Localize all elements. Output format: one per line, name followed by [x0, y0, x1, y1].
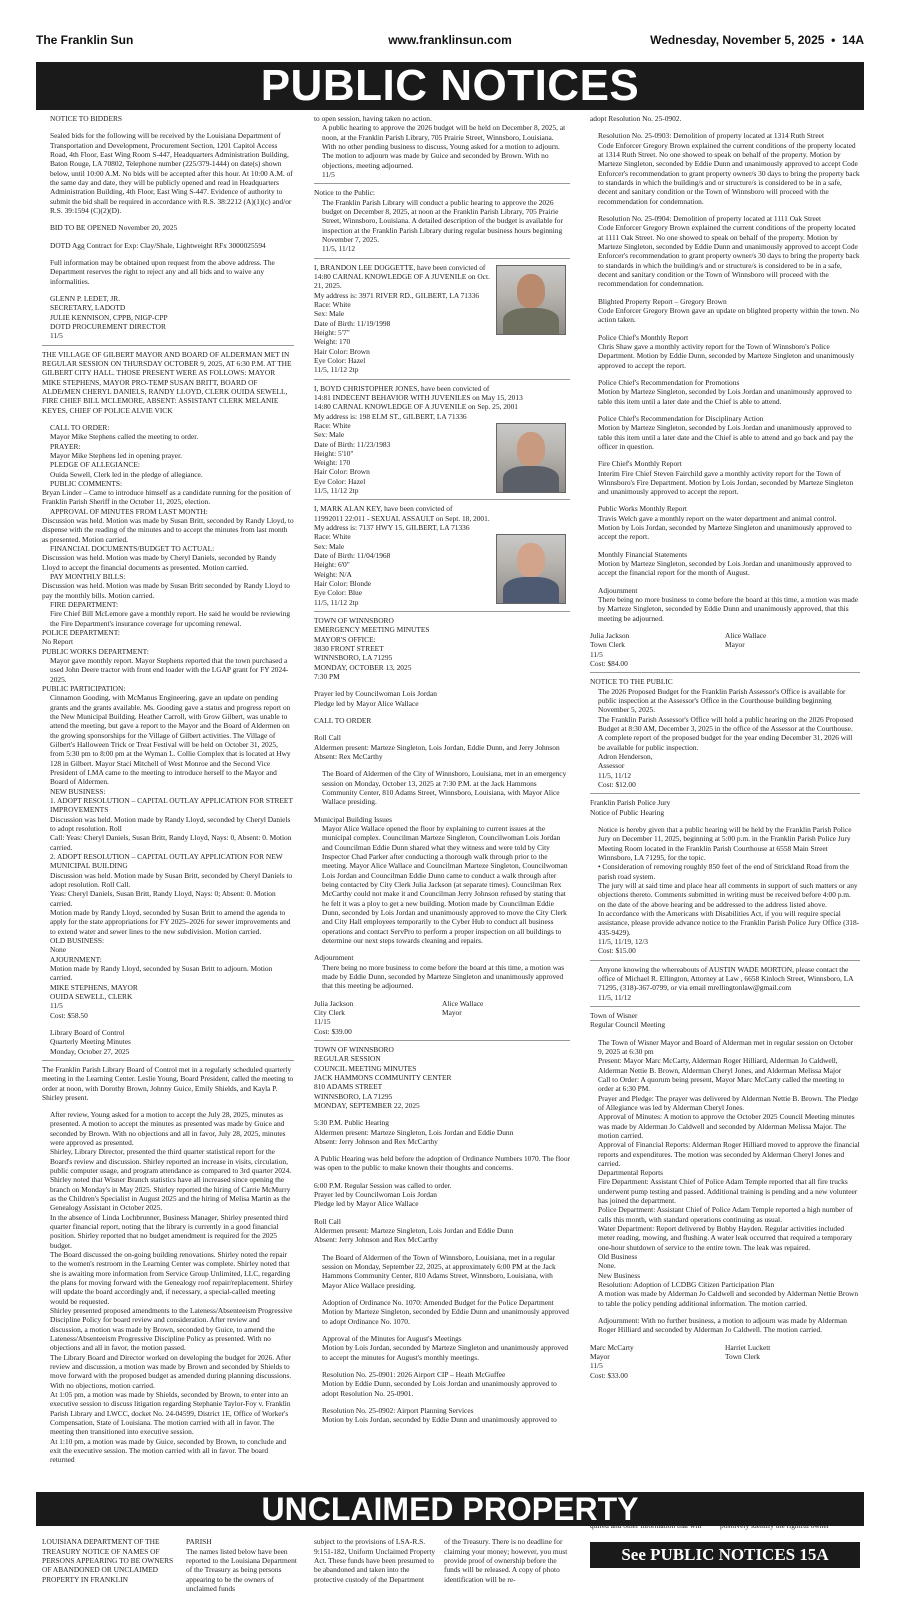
offender-line: 11/5, 11/12 2tp: [314, 597, 359, 607]
offender-line: Race: White: [314, 532, 351, 542]
notice-heading: Town of Wisner Regular Council Meeting: [590, 1010, 666, 1030]
notice-paragraph: A public hearing to approve the 2026 budget will be held on December 8, 2025, at noon, at the Franklin Parish Library, 705 Prairie Street, Winnsboro, Louisiana.: [322, 123, 566, 142]
offender-line: 14:80 CARNAL KNOWLEDGE OF A JUVENILE on Sep. 25, 2001: [314, 402, 518, 412]
divider: [314, 258, 570, 259]
divider: [42, 1060, 294, 1061]
notice-heading: The Franklin Parish Library Board of Control met in a regularly scheduled quarterly meeting in the Learning Center. Leslie Young, Board President, called the meeting to order at noon, with Dorothy Brown, Johnny Guice, Emily Shields, and Kayla P. Shirley present.: [42, 1064, 294, 1102]
signature-line: 11/5: [590, 1361, 603, 1371]
column-2: [314, 114, 570, 1484]
notice-paragraph: BID TO BE OPENED November 20, 2025: [50, 223, 178, 233]
offender-photo: [496, 265, 566, 335]
notice-paragraph: Prayer led by Councilwoman Lois Jordan Pledge led by Mayor Alice Wallace: [314, 689, 437, 708]
notice-paragraph: The Board discussed the on-going building renovations. Shirley noted the repair to the women's restroom in the Learning Center was complete. Shirley noted that she is awaiting more information from Service Group Unlimited, LLC, regarding the plans for moving forward with the Genealogy roof repair/replacement. Shirley will update the board accordingly and, if necessary, a special-called meeting would be requested.: [50, 1250, 293, 1306]
notice-paragraph: Departmental Reports: [598, 1168, 664, 1178]
notice-paragraph: Prayer and Pledge: The prayer was delivered by Alderman Nettie B. Brown. The Pledge of Allegiance was led by Alderman Cheryl Jones.: [598, 1093, 859, 1112]
notice-paragraph: POLICE DEPARTMENT: No Report PUBLIC WORKS DEPARTMENT:: [42, 628, 149, 656]
offender-line: 14:81 INDECENT BEHAVIOR WITH JUVENILES on May 15, 2013: [314, 392, 523, 402]
notice-paragraph: The Franklin Parish Assessor's Office will hold a public hearing on the 2026 Proposed Budget at 8:30 AM, December 3, 2025 in the office of the Assessor at the Courthouse.: [598, 714, 854, 734]
notice-paragraph: At 1:10 pm, a motion was made by Guice, seconded by Brown, to conclude and exit the executive session. The motion carried with all in favor. The board returned: [50, 1436, 287, 1465]
notice-date: 11/5, 11/12: [598, 992, 632, 1002]
divider: [42, 345, 294, 346]
divider: [314, 183, 570, 184]
notice-paragraph: Call: Yeas: Cheryl Daniels, Susan Britt, Randy Lloyd, Nays: 0, Absent: 0. Motion carried.: [50, 833, 292, 852]
offender-line: Eye Color: Hazel: [314, 355, 366, 365]
notice-paragraph: Fire Chief Bill McLemore gave a monthly report. He said he would be reviewing the Fire Department's insurance coverage for upcoming renewal.: [50, 609, 291, 628]
offender-line: 14:80 CARNAL KNOWLEDGE OF A JUVENILE on Oct. 21, 2025.: [314, 271, 490, 291]
issue-date: Wednesday, November 5, 2025 • 14A: [650, 33, 864, 47]
notice-paragraph: NEW BUSINESS:: [50, 786, 106, 796]
notice-heading: Notice to the Public:: [314, 188, 375, 198]
notice-paragraph: CALL TO ORDER: Mayor Mike Stephens called the meeting to order. PRAYER: Mayor Mike Stephens led in opening prayer. PLEDGE OF ALLEGIANCE: Ouida Sewell, Clerk led in the pledge of allegiance. PUBLIC COMMENTS:: [50, 422, 203, 488]
offender-line: Hair Color: Brown: [314, 467, 370, 477]
public-notices-banner: PUBLIC NOTICES: [36, 62, 864, 110]
signature-block: [590, 1343, 860, 1380]
notice-heading: TOWN OF WINNSBORO REGULAR SESSION COUNCIL MEETING MINUTES JACK HAMMONS COMMUNITY CENTER 810 ADAMS STREET WINNSBORO, LA 71295 MONDAY, SEPTEMBER 22, 2025: [314, 1044, 452, 1110]
notice-paragraph: The Franklin Parish Library will conduct a public hearing to approve the 2026 budget on December 8, 2025, at noon at the Franklin Parish Library, 705 Prairie Street, Winnsboro, Louisiana. A detailed description of the budget is available for inspection at the Franklin Parish Library during regular business hours beginning November 7, 2025.: [322, 197, 563, 244]
notice-paragraph: In accordance with the Americans with Disabilities Act, if you will require special assistance, please provide advance notice to the Franklin Parish Police Jury Office (318-435-9429).: [598, 908, 860, 937]
notice-paragraph: Resolution No. 25-0904: Demolition of property located at 1111 Oak Street Code Enforcer Gregory Brown explained the current conditions of the property located at 1111 Oak Street. No one showed to speak on behalf of the property. Motion by Marteze Singleton, seconded by Eddie Dunn and unanimously approved to accept Code Enforcer's recommendation to grant property owner/s 30 days to bring the property back to standards in which the building/s and or structure/s is considered to be in a safe, decent and sanitary condition or the Town of Winnsboro will proceed with the recommendation for condemnation.: [598, 213, 860, 289]
notice-paragraph: Cinnamon Gooding, with McManus Engineering, gave an update on pending grants and the grants available. Ms. Gooding gave a status and progress report on the New Municipal Building. Heather Carroll, with Grow Gilbert, was unable to attend the meeting, but gave a report to the Mayor and the Board of Aldermen on the growing sponsorships for the Village of Gilbert activities. The Village of Gilbert's Halloween Trick or Treat Festival will be held on October 31, 2025, from 5:30 pm to 8:00 pm at the Wyman L. Collie Complex that is located at Hwy 128 in Gilbert. Mayor Staci Mitchell of West Monroe and the Second Vice President of LMA came to the meeting to introduce herself to the Mayor and Board of Aldermen.: [50, 693, 291, 787]
offender-line: 11992011 22:011 - SEXUAL ASSAULT on Sept. 18, 2001.: [314, 513, 490, 523]
offender-line: Sex: Male: [314, 309, 345, 319]
notice-paragraph: Shirley presented proposed amendments to the Lateness/Absenteeism Progressive Discipline Policy for board review and consideration. After review and discussion, a motion was made by Brown, seconded by Guice, to amend the Lateness/Absenteeism Progressive Discipline Policy as presented. With no objections and all in favor, the motion passed.: [50, 1306, 293, 1353]
offender-notice: [314, 504, 570, 607]
notice-paragraph: PUBLIC PARTICIPATION:: [42, 684, 126, 694]
notice-paragraph: Police Chief's Recommendation for Promotions Motion by Marteze Singleton, seconded by Lois Jordan and unanimously approved to table this item until a later date and the Chief is able to attend.: [598, 377, 852, 406]
notice-paragraph: DOTD Agg Contract for Exp: Clay/Shale, Lightweight RFx 3000025594: [50, 240, 266, 250]
notice-paragraph: Water Department: Report delivered by Bobby Hayden. Regular activities included meter reading, mowing, and flushing. A water leak occurred that required a temporary one-hour shutdown of service to the entire town. The leak was repaired.: [598, 1224, 853, 1252]
notice-date: 11/5: [322, 169, 335, 179]
site-url[interactable]: www.franklinsun.com: [388, 33, 512, 47]
notice-paragraph: Fire Department: Assistant Chief of Police Adam Temple reported that all fire trucks underwent pump testing and passed. Additional training is pending and a new volunteer has joined the department.: [598, 1177, 858, 1206]
offender-line: Race: White: [314, 299, 351, 309]
notice-heading: NOTICE TO THE PUBLIC: [590, 677, 673, 687]
signature-block: [590, 631, 860, 668]
notice-paragraph: Resolution No. 25-0903: Demolition of property located at 1314 Ruth Street Code Enforcer Gregory Brown explained the current conditions of the property located at 1314 Ruth Street. No one showed to speak on behalf of the property. Motion by Marteze Singleton, seconded by Eddie Dunn and unanimously approved to accept Code Enforcer's recommendation to grant property owner/s 30 days to bring the property back to standards in which the building/s and or structure/s is considered to be in a safe, decent and sanitary condition or the Town of Winnsboro will proceed with the recommendation for condemnation.: [598, 131, 860, 206]
unclaimed-text: quired and other information that will: [590, 1521, 702, 1531]
notice-paragraph: Police Chief's Monthly Report Chris Shaw gave a monthly activity report for the Town of Winnsboro's Police Department. Motion by Eddie Dunn, seconded by Marteze Singleton and unanimously approved to accept the report.: [598, 332, 855, 370]
notice-paragraph: Police Chief's Recommendation for Disciplinary Action Motion by Marteze Singleton, seconded by Lois Jordan and unanimously approved to table this item until a later date and the Chief is able to attend and go back and pay the officer in question.: [598, 413, 854, 451]
signature-line: Alice Wallace: [442, 998, 484, 1008]
offender-line: Weight: N/A: [314, 569, 352, 579]
column-1: [42, 114, 294, 1484]
notice-paragraph: Approval of Minutes: A motion to approve the October 2025 Council Meeting minutes was made by Alderman Jo Caldwell and seconded by Alderman Melissa Major. The motion carried.: [598, 1112, 855, 1140]
signature-line: Cost: $84.00: [590, 659, 628, 669]
notice-paragraph: Yeas: Cheryl Daniels, Susan Britt, Randy Lloyd, Nays: 0; Absent: 0. Motion carried.: [50, 889, 276, 908]
notice-paragraph: Mayor Alice Wallace opened the floor by explaining to current issues at the municipal complex. Councilman Marteze Singleton, Councilwoman Lois Jordan and Councilman Eddie Dunn shared what they witness and were told by City Inspector Chad Parker after conducting a thorough walk through prior to the meeting. Mayor Alice Wallace and Councilman Marteze Singleton, Councilwoman Lois Jordan and Councilman Eddie Dunn came to conduct a walk through after being contacted by City Clerk Julia Jackson (at separate times). Councilman Rex McCarthy could not make it and Councilman Jerry Johnson refused by stating that he felt it was a ploy to get a new building. Motion made by Councilman Eddie Dunn, seconded by Lois Jordan and unanimously approved to move the City Clerk and City Hall employees temporarily to the Cyber Hub to conduct all business operations and contact ServPro to perform a proper inspection on all buildings to determine our next steps towards cleaning and repairs.: [322, 823, 568, 945]
signature-line: Julia Jackson: [590, 631, 630, 641]
signature-line: Town Clerk: [725, 1352, 760, 1362]
signature-line: Mayor: [442, 1007, 462, 1017]
notice-paragraph: Discussion was held. Motion made by Susan Britt, seconded by Cheryl Daniels to adopt resolution. Roll Call.: [50, 870, 293, 889]
signature-line: Harriet Luckett: [725, 1342, 771, 1352]
notice-paragraph: Blighted Property Report – Gregory Brown Code Enforcer Gregory Brown gave an update on blighted property within the town. No action taken.: [598, 296, 860, 325]
divider: [590, 960, 860, 961]
unclaimed-text: LOUISIANA DEPARTMENT OF THE TREASURY NOTICE OF NAMES OF PERSONS APPEARING TO BE OWNERS OF ABANDONED OR UNCLAIMED PROPERTY IN FRANKLIN: [42, 1537, 174, 1584]
divider: [590, 1006, 860, 1007]
notice-paragraph: After review, Young asked for a motion to accept the July 28, 2025, minutes as presented. A motion to accept the minutes as presented was made by Guice and seconded by Brown. With no objections and all in favor, July 28, 2025, minutes were approved as presented.: [50, 1110, 286, 1148]
notice-paragraph: Mayor gave monthly report. Mayor Stephens reported that the town purchased a used John Deere tractor with front end loader with the LGAP grant for FY 2024-2025.: [50, 656, 289, 684]
notice-paragraph: The 2026 Proposed Budget for the Franklin Parish Assessor's Office is available for public inspection at the Assessor's Office in the Courthouse building beginning November 5, 2025.: [598, 686, 846, 715]
notice-heading: TOWN OF WINNSBORO EMERGENCY MEETING MINUTES MAYOR'S OFFICE: 3830 FRONT STREET WINNSBORO, LA 71295 MONDAY, OCTOBER 13, 2025 7:30 PM: [314, 616, 430, 682]
offender-photo: [496, 534, 566, 604]
offender-line: Race: White: [314, 420, 351, 430]
notice-paragraph: The Library Board and Director worked on developing the budget for 2026. After review and discussion, a motion was made by Brown and seconded by Shields to move forward with the proposed budget as amended during planning discussions. With no objections, motion carried.: [50, 1352, 292, 1390]
notice-paragraph: adopt Resolution No. 25-0902.: [590, 114, 682, 123]
see-page-link[interactable]: See PUBLIC NOTICES 15A: [590, 1542, 860, 1568]
notice-date: 11/5, 11/19, 12/3 Cost: $15.00: [598, 936, 648, 956]
notice-paragraph: Notice is hereby given that a public hearing will be held by the Franklin Parish Police Jury on December 11, 2025, beginning at 5:00 p.m. in the Franklin Parish Police Jury Meeting Room located in the Franklin Parish Courthouse at 6558 Main Street Winnsboro, LA 71295, for the topic.: [598, 825, 852, 862]
offender-line: Height: 5'7": [314, 327, 350, 337]
notice-paragraph: Anyone knowing the whereabouts of AUSTIN WADE MORTON, please contact the office of Michael R. Ellington, Attorney at Law , 6658 Kinloch Street, Winnsboro, LA 71295, (318)-367-0799, or via email mrellingtonlaw@gmail.com: [598, 964, 854, 993]
notice-paragraph: Police Department: Assistant Chief of Police Adam Temple reported a high number of calls this month, with standard operations continuing as usual.: [598, 1205, 853, 1224]
notice-paragraph: Shirley, Library Director, presented the third quarter statistical report for the Board's review and discussion. Shirley reported an increase in visits, circulation, public computer usage, and program attendance as compared to 3rd quarter 2024. Shirley noted that Wisner Branch statistics have all increased since opening the branch on Monday's in May 2025. Shirley reported the hiring of Carrie McMurry as the Children's Specialist in August 2025 and the hiring of Melisa Martin as the Genealogy Assistant in October 2025.: [50, 1147, 292, 1213]
notice-paragraph: Fire Chief's Monthly Report Interim Fire Chief Steven Fairchild gave a monthly activity report for the Town of Winnsboro's Fire Department. Motion by Lois Jordan, seconded by Marteze Singleton and unanimously approved to accept the report.: [598, 459, 854, 497]
notice-paragraph: A complete report of the proposed budget for the year ending December 31, 2026 will be available for public inspection.: [598, 733, 853, 752]
offender-line: Eye Color: Blue: [314, 588, 363, 598]
offender-line: Date of Birth: 11/04/1968: [314, 551, 391, 561]
notice-heading: Franklin Parish Police Jury Notice of Public Hearing: [590, 798, 671, 817]
signature-line: City Clerk: [314, 1007, 345, 1017]
notice-paragraph: Roll Call Aldermen present: Marteze Singleton, Lois Jordan and Eddie Dunn Absent: Jerry Johnson and Rex McCarthy: [314, 1216, 514, 1245]
offender-line: I, MARK ALAN KEY, have been convicted of: [314, 504, 453, 514]
offender-line: Height: 5'10": [314, 448, 354, 458]
signature-line: Alice Wallace: [725, 631, 767, 641]
notice-paragraph: The Board of Aldermen of the Town of Winnsboro, Louisiana, met in a regular session on Monday, September 22, 2025, at approximately 6:00 PM at the Jack Hammons Community Center, 810 Adams Street, Winnsboro, Louisiana, with Mayor Alice Wallace presiding.: [322, 1252, 556, 1290]
offender-line: 11/5, 11/12 2tp: [314, 365, 359, 375]
notice-paragraph: PAY MONTHLY BILLS:: [50, 572, 126, 582]
signature-line: Marc McCarty: [590, 1342, 634, 1352]
notice-signature: GLENN P. LEDET, JR. SECRETARY, LADOTD JULIE KENNISON, CPPB, NIGP-CPP DOTD PROCUREMENT DIRECTOR 11/5: [50, 293, 168, 341]
unclaimed-text: PARISH The names listed below have been reported to the Louisiana Department of the Treasury as being persons appearing to be the owners of unclaimed funds: [186, 1537, 297, 1594]
notice-paragraph: Adjournment: With no further business, a motion to adjourn was made by Alderman Roger Hilliard and seconded by Alderman Jo Caldwell. The motion carried.: [598, 1316, 847, 1335]
offender-line: Weight: 170: [314, 458, 351, 468]
notice-paragraph: At 1:05 pm, a motion was made by Shields, seconded by Brown, to enter into an executive session to discuss litigation regarding Stephanie Taylor-Foy v. Franklin Parish Library and LWCC, docket No. 24-04599, District 1E, Office of Worker's Compensation, State of Louisiana. The motion carried with all in favor. The meeting then transitioned into executive session.: [50, 1390, 291, 1437]
unclaimed-text: of the Treasury. There is no deadline for claiming your money; however, you must provide proof of ownership before the funds will be released. A copy of photo identification will be re-: [444, 1537, 568, 1584]
notice-paragraph: Monthly Financial Statements Motion by Marteze Singleton, seconded by Lois Jordan and unanimously approved to accept the financial report for the month of August.: [598, 549, 852, 578]
divider: [314, 499, 570, 500]
signature-line: Cost: $39.00: [314, 1026, 352, 1036]
signature-line: Julia Jackson: [314, 998, 354, 1008]
notice-paragraph: • Consideration of removing roughly 850 feet of the end of Strickland Road from the parish road system.: [598, 862, 849, 881]
notice-heading: CALL TO ORDER: [314, 716, 372, 726]
notice-paragraph: Roll Call Aldermen present: Marteze Singleton, Lois Jordan, Eddie Dunn, and Jerry Johnson Absent: Rex McCarthy: [314, 733, 560, 762]
signature-line: Mayor: [725, 640, 745, 650]
offender-line: Sex: Male: [314, 541, 345, 551]
offender-line: Weight: 170: [314, 337, 351, 347]
notice-paragraph: Discussion was held. Motion was made by Cheryl Daniels, seconded by Randy Lloyd to accept the financial documents as presented. Motion carried.: [42, 553, 277, 572]
unclaimed-property-banner: UNCLAIMED PROPERTY: [36, 1492, 864, 1526]
notice-paragraph: Discussion was held. Motion was made by Susan Britt seconded by Randy Lloyd to pay the monthly bills. Motion carried.: [42, 581, 290, 600]
notice-paragraph: A Public Hearing was held before the adoption of Ordinance Numbers 1070. The floor was open to the public to make known their thoughts and concerns.: [314, 1154, 570, 1173]
notice-paragraph: Resolution No. 25-0901: 2026 Airport CIP – Heath McGuffee Motion by Eddie Dunn, seconded by Lois Jordan and unanimously approved to adopt Resolution No. 25-0901.: [322, 1370, 557, 1398]
notice-heading: NOTICE TO BIDDERS: [50, 114, 122, 123]
notice-paragraph: to open session, having taken no action.: [314, 114, 432, 123]
signature-line: Town Clerk: [590, 640, 625, 650]
notice-paragraph: Motion made by Randy Lloyd, seconded by Susan Britt to adjourn. Motion carried.: [50, 963, 273, 983]
notice-paragraph: With no other pending business to discuss, Young asked for a motion to adjourn. The motion to adjourn was made by Guice and seconded by Brown. With no objections, meeting adjourned.: [322, 141, 560, 170]
signature-line: Mayor: [590, 1352, 610, 1362]
unclaimed-text: subject to the provisions of LSA-R.S. 9:151-182, Uniform Unclaimed Property Act. These funds have been presumed to be abandoned and taken into the protective custody of the Department: [314, 1537, 436, 1584]
offender-line: Date of Birth: 11/23/1983: [314, 439, 391, 449]
notice-heading: Municipal Building Issues: [314, 814, 393, 824]
notice-paragraph: The Town of Wisner Mayor and Board of Alderman met in regular session on October 9, 2025 at 6:30 pm: [598, 1037, 854, 1056]
notice-paragraph: 6:00 P.M. Regular Session was called to order. Prayer led by Councilwoman Lois Jordan Pledge led by Mayor Alice Wallace: [314, 1180, 452, 1209]
divider: [590, 793, 860, 794]
notice-paragraph: Bryan Linder – Came to introduce himself as a candidate running for the position of Franklin Parish Sheriff in the October 11, 2025, election.: [42, 488, 291, 507]
notice-paragraph: Full information may be obtained upon request from the above address. The Department reserves the right to reject any and all bids and to waive any informalities.: [50, 257, 275, 286]
notice-paragraph: Approval of the Minutes for August's Meetings Motion by Lois Jordan, seconded by Marteze Singleton and unanimously approved to accept the minutes for August's monthly meetings.: [322, 1334, 569, 1362]
notice-heading: Adjournment: [314, 953, 354, 963]
notice-paragraph: Present: Mayor Marc McCarty, Alderman Roger Hilliard, Alderman Jo Caldwell, Alderman Nettie B. Brown, Alderman Cheryl Jones, and Alderman Melissa Major: [598, 1056, 842, 1075]
offender-line: My address is: 7137 HWY 15, GILBERT, LA 71336: [314, 523, 470, 533]
offender-notice: [314, 384, 570, 496]
offender-line: Date of Birth: 11/19/1998: [314, 318, 391, 328]
offender-line: Hair Color: Brown: [314, 346, 370, 356]
signature-line: 11/15: [314, 1017, 331, 1027]
divider: [314, 611, 570, 612]
notice-paragraph: FINANCIAL DOCUMENTS/BUDGET TO ACTUAL:: [50, 544, 215, 554]
column-3: [590, 114, 860, 1484]
notice-paragraph: Resolution No. 25-0902: Airport Planning Services Motion by Lois Jordan, seconded by Eddie Dunn and unanimously approved to: [322, 1406, 557, 1425]
signature-line: 11/5: [590, 649, 603, 659]
notice-date: 11/5, 11/12: [322, 244, 356, 254]
unclaimed-text: positively identify the rightful owner: [720, 1521, 830, 1531]
notice-paragraph: Discussion was held. Motion made by Randy Lloyd, seconded by Cheryl Daniels to adopt resolution. Roll: [50, 814, 291, 833]
notice-paragraph: Public Works Monthly Report Travis Welch gave a monthly report on the water department and animal control. Motion by Lois Jordan, seconded by Marteze Singleton and unanimously approved to accept the report.: [598, 504, 852, 542]
notice-paragraph: Approval of Financial Reports: Alderman Roger Hilliard moved to approve the financial reports and expenditures. The motion was seconded by Alderman Cheryl Jones and carried.: [598, 1140, 860, 1168]
offender-line: Sex: Male: [314, 430, 345, 440]
offender-line: Hair Color: Blonde: [314, 579, 372, 589]
notice-paragraph: Sealed bids for the following will be received by the Louisiana Department of Transportation and Development, Procurement Section, 1201 Capitol Access Road, 4th Floor, East Wing Room S-447, Headquarters Administration Building, Baton Rouge, LA 70802, Telephone number (225/379-1444) on date(s) shown below, until 10:00 A.M. No bids will be accepted after this hour. At 10:00 A.M. of the same day and date, they will be publicly opened and read in Headquarters Administration Building, 4th Floor, East Wing S-447. Evidence of authority to submit the bid shall be required in accordance with R.S. 38:2212 (A)(1)(c) and/or R.S. 39:1594 (C)(2)(D).: [50, 131, 293, 215]
offender-line: I, BOYD CHRISTOPHER JONES, have been convicted of: [314, 383, 490, 393]
notice-paragraph: 2. ADOPT RESOLUTION – CAPITAL OUTLAY APPLICATION FOR NEW MUNICIPAL BUILDING: [50, 851, 283, 871]
notice-paragraph: Adoption of Ordinance No. 1070: Amended Budget for the Police Department Motion by Marteze Singleton, seconded by Eddie Dunn and unanimously approved to adopt Ordinance No. 1070.: [322, 1298, 569, 1326]
offender-line: 11/5, 11/12 2tp: [314, 486, 359, 496]
offender-notice: [314, 263, 570, 375]
notice-paragraph: The Board of Aldermen of the City of Winnsboro, Louisiana, met in an emergency session on Monday, October 13, 2025 at 7:30 P.M. at the Jack Hammons Community Center, 810 Adams Street, Winnsboro, Louisiana, with Mayor Alice Wallace presiding.: [322, 769, 567, 807]
divider: [590, 672, 860, 673]
signature-line: Cost: $33.00: [590, 1370, 628, 1380]
offender-line: I, BRANDON LEE DOGGETTE, have been convicted of: [314, 262, 486, 272]
notice-paragraph: Motion made by Randy Lloyd, seconded by Susan Britt to amend the agenda to apply for the state appropriations for FY 2025–2026 for sewer improvements and to extend water and sewer lines to the new subdivision. Motion carried.: [50, 907, 291, 936]
notice-paragraph: OLD BUSINESS: None AJOURNMENT:: [50, 935, 105, 964]
notice-paragraph: A motion was made by Alderman Jo Caldwell and seconded by Alderman Nettie Brown to table the policy pending additional information. The motion carried.: [598, 1289, 859, 1308]
offender-line: Eye Color: Hazel: [314, 476, 366, 486]
offender-line: My address is: 198 ELM ST., GILBERT, LA 71336: [314, 411, 467, 421]
notice-paragraph: 5:30 P.M. Public Hearing Aldermen present: Marteze Singleton, Lois Jordan and Eddie Dunn Absent: Jerry Johnson and Rex McCarthy: [314, 1118, 514, 1146]
notice-paragraph: Discussion was held. Motion was made by Susan Britt, seconded by Randy Lloyd, to dispense with the reading of the minutes and to accept the minutes from last month as presented. Motion carried.: [42, 516, 294, 544]
notice-paragraph: In the absence of Linda Lochbrunner, Business Manager, Shirley presented third quarter financial report, noting that the library is currently in a good financial position. Shirley reported that no budget amendment is required for the 2025 budget.: [50, 1212, 288, 1250]
offender-line: My address is: 3971 RIVER RD., GILBERT, LA 71336: [314, 290, 480, 300]
offender-photo: [496, 423, 566, 493]
divider: [314, 1040, 570, 1041]
notice-paragraph: Adjournment There being no more business to come before the board at this time, a motion was made by Marteze Singleton, seconded by Eddie Dunn and unanimously approved, that this meeting be adjourned.: [598, 585, 859, 623]
paper-name: The Franklin Sun: [36, 33, 134, 47]
notice-paragraph: MIKE STEPHENS, MAYOR OUIDA SEWELL, CLERK 11/5 Cost: $58.50: [50, 982, 138, 1020]
notice-heading: THE VILLAGE OF GILBERT MAYOR AND BOARD OF ALDERMAN MET IN REGULAR SESSION ON THURSDAY OCTOBER 9, 2025, AT 6:30 P.M. AT THE GILBERT CITY HALL. THOSE PRESENT WERE AS FOLLOWS: MAYOR MIKE STEPHENS, MAYOR PRO-TEMP SUSAN BRITT, BOARD OF ALDErMEN CHERYL DANIELS, RANDY LLOYD, CLERK OUIDA SEWELL, FIRE CHIEF BILL MCLEMORE, ABSENT: ASSISTANT CLERK MELANIE KEYES, CHIEF OF POLICE ALVIE VICK: [42, 349, 292, 415]
masthead: [36, 33, 864, 49]
notice-paragraph: APPROVAL OF MINUTES FROM LAST MONTH:: [50, 506, 208, 516]
notice-signature: Adron Henderson, Assessor 11/5, 11/12 Cost: $12.00: [598, 752, 653, 790]
signature-block: [314, 999, 570, 1036]
notice-paragraph: Old Business None. New Business Resolution: Adoption of LCDBG Citizen Participation Plan: [598, 1252, 775, 1290]
notice-paragraph: The jury will at said time and place hear all comments in support of such matters or any objections thereto. Comments submitted in writing must be received before 4:00 p.m. on the date of the above hearing and be addressed to the address listed above.: [598, 880, 858, 909]
offender-line: Height: 6'0": [314, 560, 350, 570]
notice-signature: Library Board of Control Quarterly Meeting Minutes Monday, October 27, 2025: [50, 1027, 131, 1056]
notice-paragraph: There being no more business to come before the board at this time, a motion was made by Eddie Dunn, seconded by Marteze Singleton and unanimously approved that this meeting be adjourned.: [322, 962, 565, 991]
notice-paragraph: Call to Order: A quorum being present, Mayor Marc McCarty called the meeting to order at 6:30 PM.: [598, 1074, 845, 1094]
notice-paragraph: FIRE DEPARTMENT:: [50, 600, 119, 610]
notice-paragraph: 1. ADOPT RESOLUTION – CAPITAL OUTLAY APPLICATION FOR STREET IMPROVEMENTS: [50, 795, 293, 815]
divider: [314, 379, 570, 380]
